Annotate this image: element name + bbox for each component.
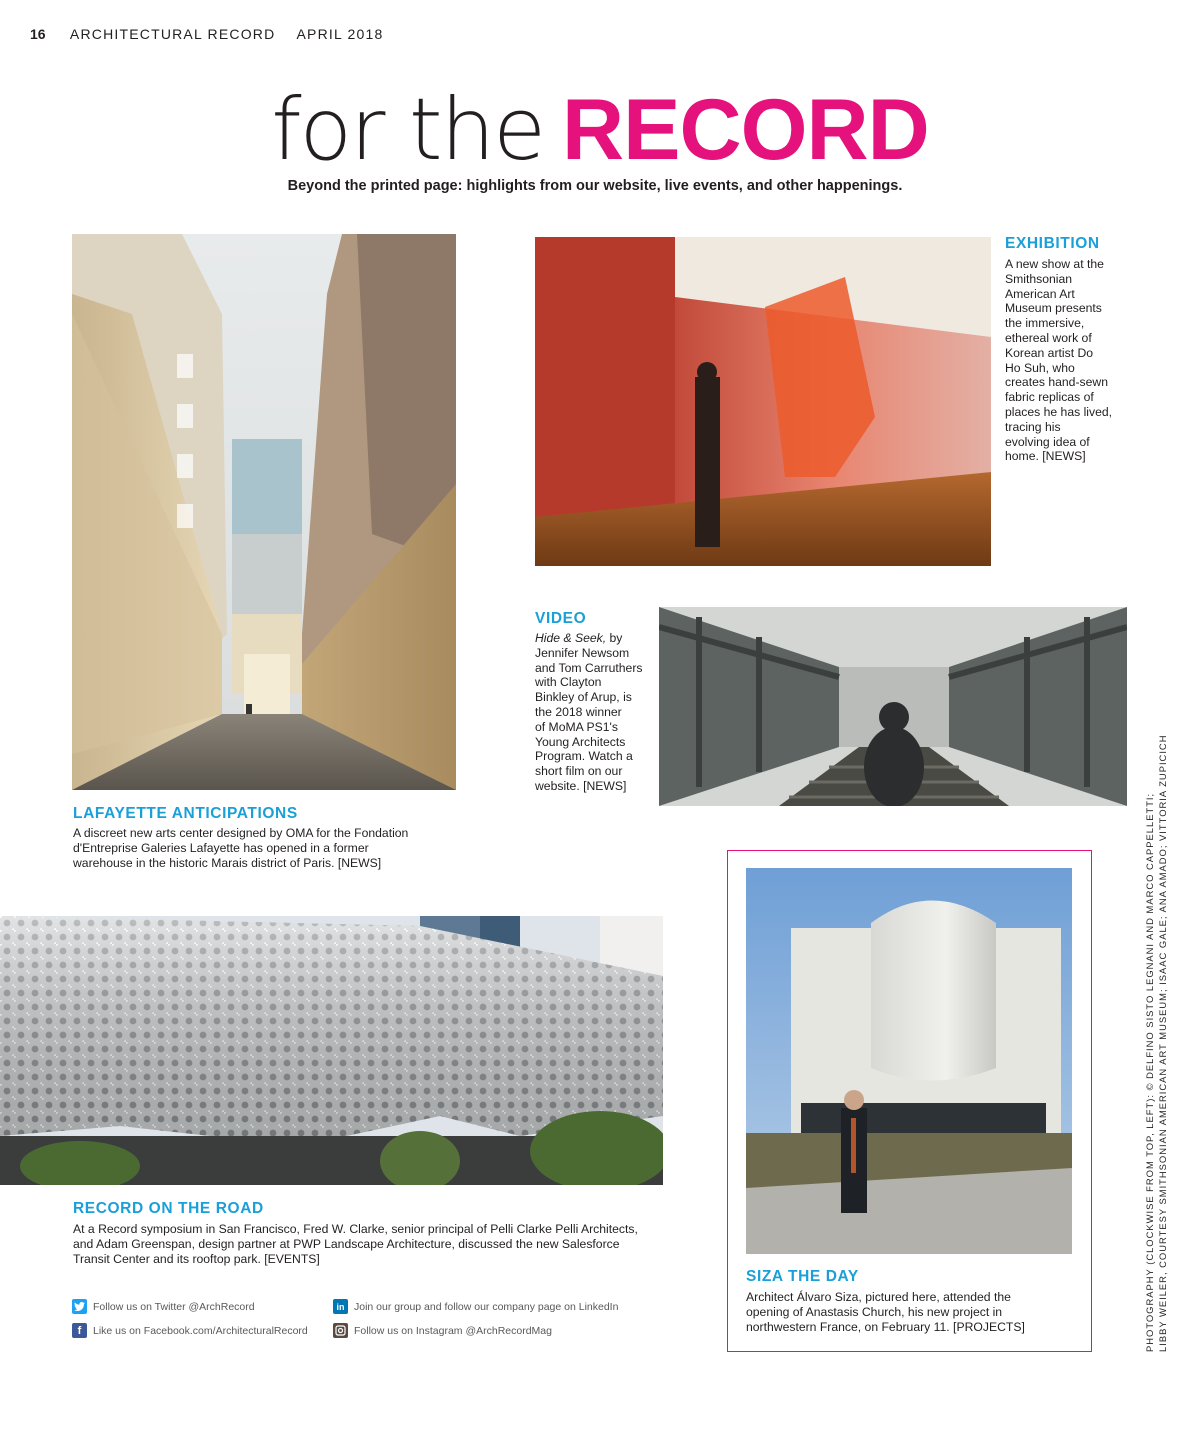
lafayette-photo — [72, 234, 456, 790]
exhibition-line: the immersive, — [1005, 316, 1085, 331]
road-line: Transit Center and its rooftop park. [EVENTS] — [73, 1251, 320, 1266]
twitter-text: Follow us on Twitter @ArchRecord — [93, 1300, 255, 1313]
road-body — [73, 1222, 673, 1266]
photo-credit-line: PHOTOGRAPHY (CLOCKWISE FROM TOP, LEFT): © DELFINO SISTO LEGNANI AND MARCO CAPPELLETTI; — [1144, 792, 1155, 1352]
facebook-link[interactable] — [72, 1323, 308, 1338]
road-line: At a Record symposium in San Francisco, Fred W. Clarke, senior principal of Pelli Clarke Pelli Architects, — [73, 1222, 638, 1236]
masthead — [0, 80, 1200, 190]
road-line: and Adam Greenspan, design partner at PWP Landscape Architecture, discussed the new Salesforce — [73, 1236, 620, 1251]
twitter-icon — [72, 1299, 87, 1314]
exhibition-line: home. [NEWS] — [1005, 449, 1086, 464]
siza-line: Architect Álvaro Siza, pictured here, attended the — [746, 1290, 1011, 1304]
exhibition-line: creates hand-sewn — [1005, 375, 1108, 390]
exhibition-line: Korean artist Do — [1005, 345, 1094, 360]
video-line: of MoMA PS1's — [535, 719, 618, 734]
instagram-icon — [333, 1323, 348, 1338]
facebook-text: Like us on Facebook.com/ArchitecturalRecord — [93, 1324, 308, 1337]
exhibition-line: tracing his — [1005, 419, 1061, 434]
linkedin-link[interactable] — [333, 1299, 618, 1314]
instagram-text: Follow us on Instagram @ArchRecordMag — [354, 1324, 552, 1337]
film-title: Hide & Seek, — [535, 631, 607, 645]
video-line: Jennifer Newsom — [535, 645, 630, 660]
video-line: and Tom Carruthers — [535, 660, 643, 675]
exhibition-line: fabric replicas of — [1005, 390, 1094, 405]
siza-photo — [746, 868, 1072, 1254]
exhibition-photo — [535, 237, 991, 566]
video-photo — [659, 607, 1127, 806]
issue-date: APRIL 2018 — [296, 26, 384, 42]
siza-line: opening of Anastasis Church, his new project in — [746, 1304, 1003, 1319]
exhibition-line: ethereal work of — [1005, 330, 1092, 345]
road-heading: RECORD ON THE ROAD — [73, 1200, 264, 1217]
video-body — [535, 631, 650, 794]
video-first-line — [535, 631, 650, 646]
publication-name: ARCHITECTURAL RECORD — [69, 26, 276, 42]
exhibition-line: Smithsonian — [1005, 271, 1073, 286]
exhibition-body — [1005, 257, 1145, 464]
siza-heading: SIZA THE DAY — [746, 1268, 859, 1285]
linkedin-icon: in — [333, 1299, 348, 1314]
instagram-link[interactable] — [333, 1323, 552, 1338]
exhibition-line: evolving idea of — [1005, 434, 1090, 449]
exhibition-line: places he has lived, — [1005, 404, 1113, 419]
twitter-link[interactable] — [72, 1299, 255, 1314]
exhibition-line: American Art — [1005, 286, 1075, 301]
transit-center-photo — [0, 916, 663, 1185]
exhibition-line: Ho Suh, who — [1005, 360, 1075, 375]
video-line: Binkley of Arup, is — [535, 690, 632, 705]
lafayette-line: warehouse in the historic Marais district of Paris. [NEWS] — [73, 855, 382, 870]
video-line: website. [NEWS] — [535, 778, 627, 793]
facebook-icon: f — [72, 1323, 87, 1338]
photo-credit-line: LIBBY WEILER, COURTESY SMITHSONIAN AMERICAN ART MUSEUM; ISAAC GALE; ANA AMADO; VITTORIA ZUPICICH — [1157, 734, 1168, 1352]
siza-body — [746, 1290, 1076, 1334]
linkedin-text: Join our group and follow our company page on LinkedIn — [354, 1300, 619, 1313]
exhibition-line: Museum presents — [1005, 301, 1102, 316]
masthead-title-light: for the — [271, 80, 545, 180]
video-line: short film on our — [535, 764, 623, 779]
lafayette-body — [73, 826, 493, 870]
video-heading: VIDEO — [535, 610, 587, 627]
video-line-rest: by — [606, 631, 623, 645]
masthead-subtitle: Beyond the printed page: highlights from our website, live events, and other happenings. — [287, 178, 903, 194]
video-line: with Clayton — [535, 675, 602, 690]
photo-credit — [1143, 672, 1173, 1352]
exhibition-heading: EXHIBITION — [1005, 235, 1100, 252]
exhibition-line: A new show at the — [1005, 257, 1104, 271]
running-head — [30, 26, 383, 42]
lafayette-heading: LAFAYETTE ANTICIPATIONS — [73, 805, 298, 822]
lafayette-line: d'Entreprise Galeries Lafayette has opened in a former — [73, 840, 369, 855]
video-line: Young Architects — [535, 734, 626, 749]
page-number: 16 — [30, 26, 46, 42]
video-line: Program. Watch a — [535, 749, 633, 764]
siza-line: northwestern France, on February 11. [PROJECTS] — [746, 1319, 1025, 1334]
video-line: the 2018 winner — [535, 704, 622, 719]
lafayette-line: A discreet new arts center designed by OMA for the Fondation — [73, 826, 409, 840]
masthead-title-bold: RECORD — [562, 82, 929, 178]
